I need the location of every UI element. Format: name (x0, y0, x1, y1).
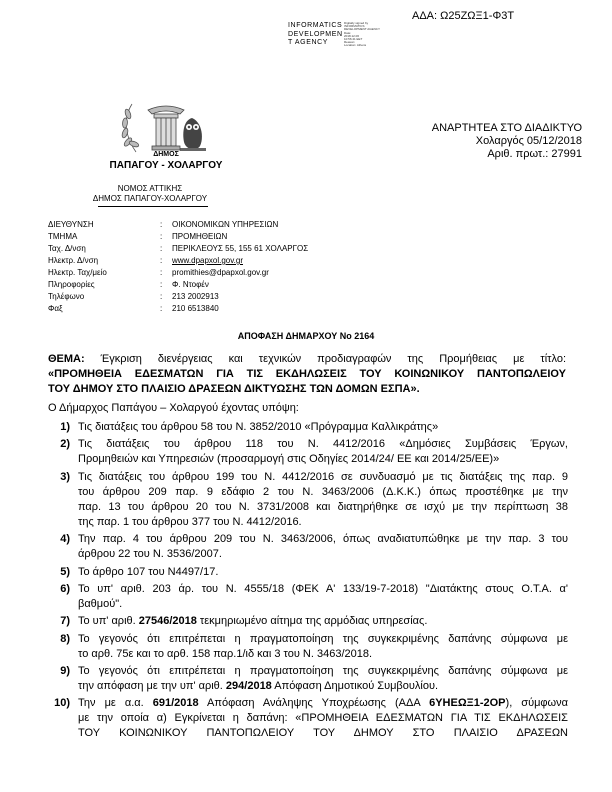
list-item-text: Την με α.α. 691/2018 Απόφαση Ανάληψης Υποχρέωσης (ΑΔΑ 6ΥΗΕΩΞ1-2ΟΡ), σύμφωνα (78, 697, 569, 710)
list-item-text: Προμηθειών και Υπηρεσιών (προσαρμογή στις Οδηγίες 2014/24/ ΕΕ και 2014/25/ΕΕ)» (78, 453, 500, 466)
list-item-number: 4) (60, 533, 70, 546)
left-laurel-icon (121, 104, 139, 152)
list-item-text: Το γεγονός ότι επιτρέπεται η πραγματοποίηση της συγκεκριμένης δαπάνης σύμφωνα με (78, 665, 568, 677)
list-item-text: άρθρου 22 του Ν. 3536/2007. (78, 548, 222, 561)
list-item-number: 10) (54, 697, 70, 710)
list-item-text: με την οποία α) Εγκρίνεται η δαπάνη: «ΠΡΟΜΗΘΕΙΑ ΕΔΕΣΜΑΤΩΝ ΓΙΑ ΤΙΣ ΕΚΔΗΛΩΣΕΙΣ (78, 712, 568, 725)
informatics-logo-line: DEVELOPMEN (288, 30, 343, 38)
list-item-text: παρ. 13 του άρθρου 20 του Ν. 3731/2008 και διατηρήθηκε σε ισχύ με την περίπτωση 38 (78, 500, 568, 513)
list-item-text: Την παρ. 4 του άρθρου 209 του Ν. 3463/2006, όπως αναδιατυπώθηκε με την παρ. 3 του (78, 533, 568, 546)
email-link[interactable]: promithies@dpapxol.gov.gr (172, 268, 269, 277)
list-item-text: Το γεγονός ότι επιτρέπεται η πραγματοποίηση της συγκεκριμένης δαπάνης σύμφωνα με (78, 632, 568, 645)
ada-code: ΑΔΑ: Ω25ΖΩΞ1-Φ3Τ (412, 10, 515, 22)
informatics-logo (288, 22, 406, 48)
publication-date: Χολαργός 05/12/2018 (475, 135, 582, 147)
subject-text: Έγκριση διενέργειας και τεχνικών προδιαγραφών της Προμήθειας με τίτλο: (84, 353, 566, 365)
logo-caption-top: ΔΗΜΟΣ (153, 151, 179, 158)
subject-title-line: «ΠΡΟΜΗΘΕΙΑ ΕΔΕΣΜΑΤΩΝ ΓΙΑ ΤΙΣ ΕΚΔΗΛΩΣΕΙΣ ΤΟΥ ΚΟΙΝΩΝΙΚΟΥ ΠΑΝΤΟΠΩΛΕΙΟΥ (48, 368, 566, 380)
subject-title-line: ΤΟΥ ΔΗΜΟΥ ΣΤΟ ΠΛΑΙΣΙΟ ΔΡΑΣΕΩΝ ΔΙΚΤΥΩΣΗΣ ΤΩΝ ΔΟΜΩΝ ΕΣΠΑ». (48, 383, 420, 395)
list-item-text: Τις διατάξεις του άρθρου 199 του Ν. 4412/2016 σε συνδυασμό με τις διατάξεις της παρ. 9 (78, 470, 568, 483)
municipality-name: ΔΗΜΟΣ ΠΑΠΑΓΟΥ-ΧΟΛΑΡΓΟΥ (92, 194, 208, 203)
protocol-number: Αριθ. πρωτ.: 27991 (487, 148, 582, 160)
list-item-number: 6) (60, 583, 70, 595)
list-item-number: 9) (60, 665, 70, 677)
subject-label: ΘΕΜΑ: (48, 353, 85, 365)
list-item-text: βαθμού". (78, 598, 123, 610)
digital-signature-stamp: Digitally signed by INFORMATICS DEVELOPMENT AGENCY Date: 2018.12.06 10:56:41 EET Reason: Location: Athens (344, 21, 380, 48)
informatics-logo-line: INFORMATICS (288, 22, 343, 29)
list-item-text: την απόφαση με την υπ' αριθ. 294/2018 Απόφαση Δημοτικού Συμβουλίου. (78, 680, 439, 692)
list-item-number: 5) (60, 565, 70, 578)
header-divider (98, 206, 208, 207)
list-item-text: το αρθ. 75ε και το αρθ. 158 παρ.1/ιδ και 3 του Ν. 3463/2018. (78, 647, 373, 660)
publication-block (412, 122, 582, 161)
intro-sentence: Ο Δήμαρχος Παπάγου – Χολαργού έχοντας υπόψη: (48, 402, 299, 414)
website-link[interactable]: www.dpapxol.gov.gr (172, 256, 243, 265)
list-item-text: Τις διατάξεις του άρθρου 118 του Ν. 4412/2016 «Δημόσιες Συμβάσεις Έργων, (78, 438, 568, 451)
list-item-number: 7) (60, 615, 70, 628)
publication-notice: ΑΝΑΡΤΗΤΕΑ ΣΤΟ ΔΙΑΔΙΚΤΥΟ (431, 122, 582, 134)
column-icon (148, 106, 184, 150)
list-item-text: Το υπ' αριθ. 27546/2018 τεκμηριωμένο αίτημα της αρμόδιας υπηρεσίας. (78, 615, 428, 628)
list-item-text: της παρ. 1 του άρθρου 377 του Ν. 4412/2016. (78, 515, 302, 528)
list-item-text: Το υπ' αριθ. 203 άρ. του Ν. 4555/18 (ΦΕΚ Α' 133/19-7-2018) "Διατάκτης στους Ο.Τ.Α. α' (78, 583, 568, 595)
subject-block (48, 352, 566, 397)
list-item-number: 8) (60, 632, 70, 645)
issuer-header (60, 184, 240, 204)
list-item-text: Το άρθρο 107 του Ν4497/17. (78, 565, 219, 578)
list-item-text: του άρθρου 209 παρ. 9 εδάφιο 2 του Ν. 3463/2006 (Δ.Κ.Κ.) όπως προστέθηκε με την (78, 485, 568, 498)
decision-title: ΑΠΟΦΑΣΗ ΔΗΜΑΡΧΟΥ Νο 2164 (237, 331, 375, 341)
list-item-number: 1) (60, 421, 70, 433)
list-item-number: 2) (60, 438, 70, 451)
logo-caption-bottom: ΠΑΠΑΓΟΥ - ΧΟΛΑΡΓΟΥ (109, 160, 223, 171)
prefecture-name: ΝΟΜΟΣ ΑΤΤΙΚΗΣ (117, 184, 183, 193)
list-item-text: ΤΟΥ ΚΟΙΝΩΝΙΚΟΥ ΠΑΝΤΟΠΩΛΕΙΟΥ ΤΟΥ ΔΗΜΟΥ ΣΤΟ ΠΛΑΙΣΙΟ ΔΡΑΣΕΩΝ (78, 727, 568, 740)
informatics-logo-line: T AGENCY (288, 39, 329, 46)
list-item-number: 3) (60, 470, 70, 483)
list-item-text: Τις διατάξεις του άρθρου 58 του Ν. 3852/2010 «Πρόγραμμα Καλλικράτης» (78, 421, 439, 433)
owl-icon (180, 118, 206, 151)
